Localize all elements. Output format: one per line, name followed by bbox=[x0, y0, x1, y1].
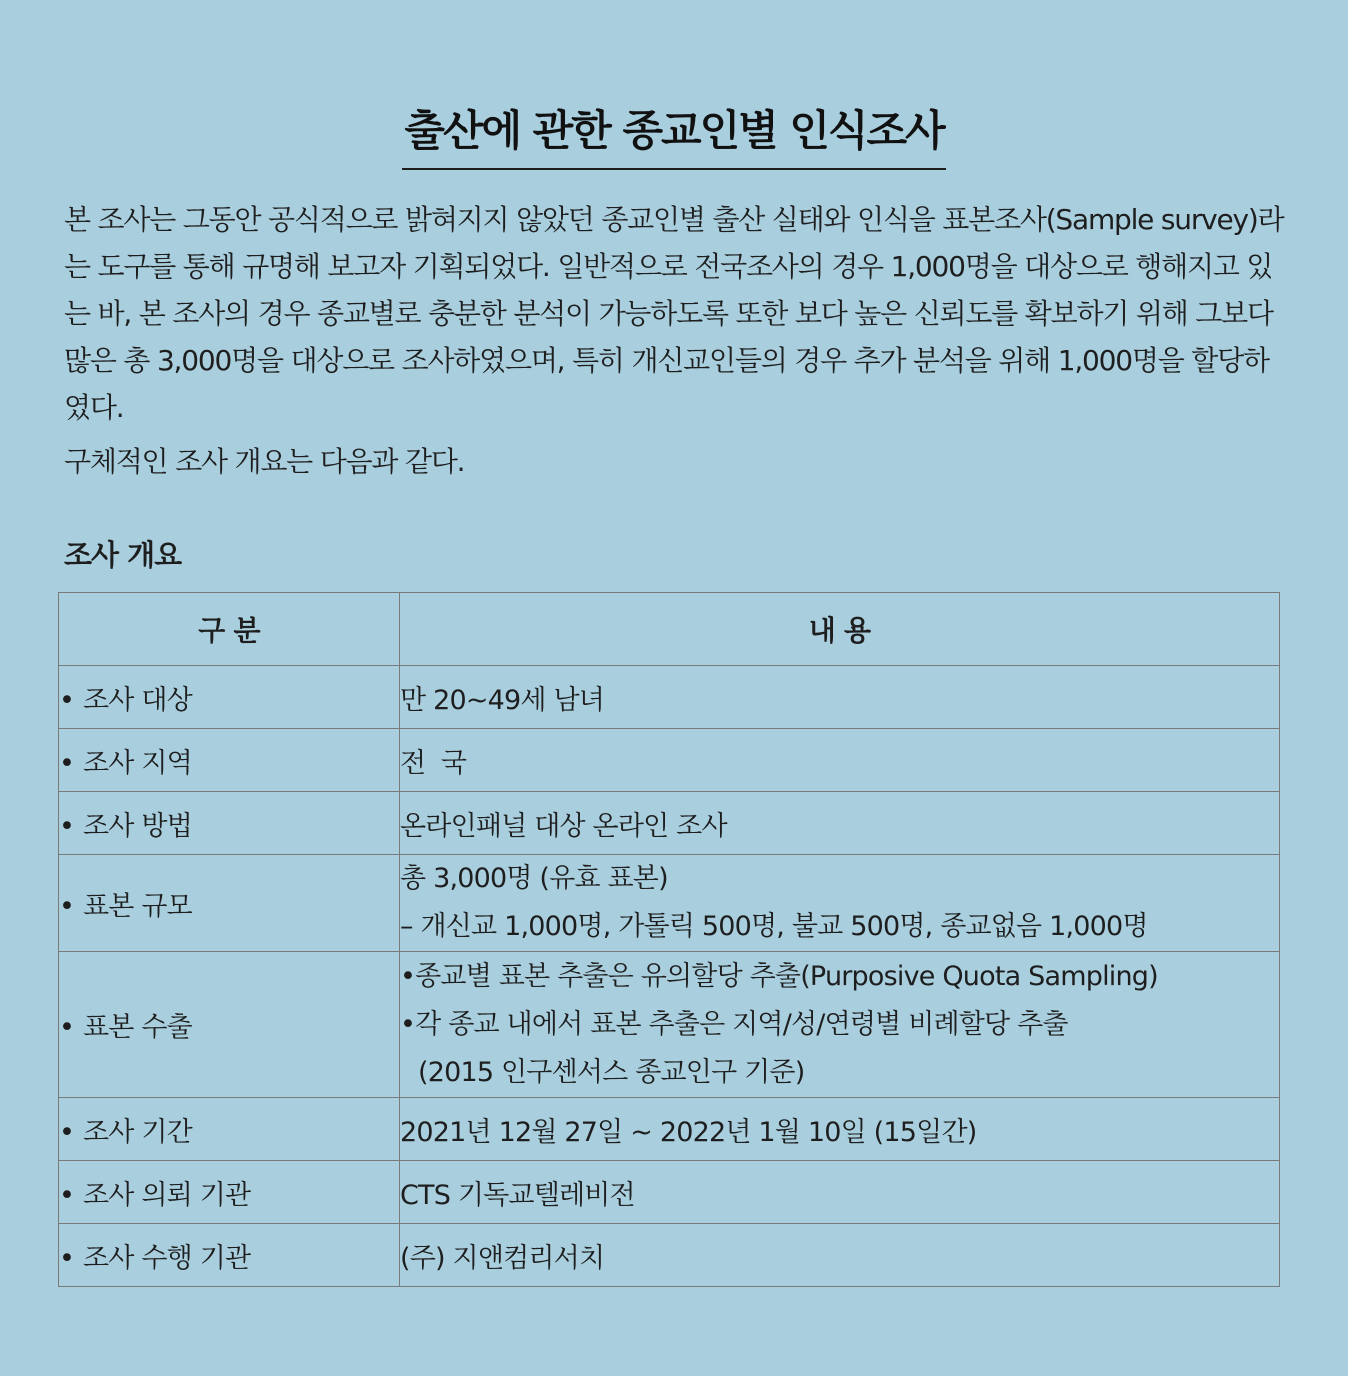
row-value bbox=[400, 666, 1280, 729]
bullet-marker: • bbox=[59, 1116, 75, 1148]
row-label bbox=[59, 729, 400, 792]
bullet-marker: • bbox=[59, 684, 75, 716]
row-value-text: 전 국 bbox=[400, 747, 467, 779]
row-label bbox=[59, 1161, 400, 1224]
survey-overview-table bbox=[58, 592, 1280, 1287]
row-label-text: 조사 지역 bbox=[83, 747, 192, 779]
row-label bbox=[59, 666, 400, 729]
row-value-text: 총 3,000명 (유효 표본) bbox=[400, 863, 668, 894]
row-label bbox=[59, 1098, 400, 1161]
row-value bbox=[400, 1161, 1280, 1224]
row-value-text: 만 20~49세 남녀 bbox=[400, 684, 605, 716]
row-value-text: 온라인패널 대상 온라인 조사 bbox=[400, 810, 727, 842]
row-label bbox=[59, 792, 400, 855]
row-value bbox=[400, 952, 1280, 1098]
row-label bbox=[59, 952, 400, 1098]
table-header-row bbox=[59, 593, 1280, 666]
table-row bbox=[59, 1098, 1280, 1161]
page-title: 출산에 관한 종교인별 인식조사 bbox=[402, 98, 945, 170]
table-row bbox=[59, 1161, 1280, 1224]
row-value bbox=[400, 729, 1280, 792]
table-row bbox=[59, 1224, 1280, 1287]
table-row bbox=[59, 792, 1280, 855]
table-row bbox=[59, 666, 1280, 729]
bullet-marker: • bbox=[59, 1179, 75, 1211]
row-label-text: 조사 대상 bbox=[83, 684, 192, 716]
title-wrapper bbox=[0, 70, 1348, 198]
intro-paragraph-summary: 구체적인 조사 개요는 다음과 같다. bbox=[64, 445, 465, 478]
row-value-text: CTS 기독교텔레비전 bbox=[400, 1179, 635, 1211]
header-content: 내 용 bbox=[400, 593, 1280, 666]
row-value-text: (2015 인구센서스 종교인구 기준) bbox=[418, 1056, 805, 1088]
bullet-marker: • bbox=[59, 747, 75, 779]
table-row bbox=[59, 855, 1280, 952]
row-label bbox=[59, 1224, 400, 1287]
bullet-marker: • bbox=[59, 1012, 75, 1043]
row-value-text: (주) 지앤컴리서치 bbox=[400, 1242, 605, 1274]
intro-paragraph: 본 조사는 그동안 공식적으로 밝혀지지 않았던 종교인별 출산 실태와 인식을 표본조사(Sample survey)라는 도구를 통해 규명해 보고자 기획되었다. 일반적으로 전국조사의 경우 1,000명을 대상으로 행해지고 있는 바, 본 조사의 경우 종교별로 충분한 분석이 가능하도록 또한 보다 높은 신뢰도를 확보하기 위해 그보다 많은 총 3,000명을 대상으로 조사하였으며, 특히 개신교인들의 경우 추가 분석을 위해 1,000명을 할당하였다. bbox=[64, 203, 1284, 424]
row-label-text: 표본 규모 bbox=[83, 890, 192, 922]
row-label-text: 조사 의뢰 기관 bbox=[83, 1179, 251, 1211]
row-value-text: •종교별 표본 추출은 유의할당 추출(Purposive Quota Sampling) bbox=[400, 960, 1158, 992]
row-value bbox=[400, 855, 1280, 952]
row-label-text: 조사 기간 bbox=[83, 1116, 192, 1148]
bullet-marker: • bbox=[59, 890, 75, 922]
row-value-text: – 개신교 1,000명, 가톨릭 500명, 불교 500명, 종교없음 1,000명 bbox=[400, 911, 1148, 942]
section-heading: 조사 개요 bbox=[64, 538, 182, 572]
row-value bbox=[400, 1224, 1280, 1287]
row-value bbox=[400, 792, 1280, 855]
table-row bbox=[59, 729, 1280, 792]
bullet-marker: • bbox=[59, 1242, 75, 1274]
row-label bbox=[59, 855, 400, 952]
header-category: 구 분 bbox=[59, 593, 400, 666]
row-value-text: •각 종교 내에서 표본 추출은 지역/성/연령별 비례할당 추출 bbox=[400, 1008, 1068, 1040]
row-label-text: 조사 방법 bbox=[83, 810, 192, 842]
bullet-marker: • bbox=[59, 810, 75, 842]
table-row bbox=[59, 952, 1280, 1098]
row-label-text: 조사 수행 기관 bbox=[83, 1242, 251, 1274]
row-value bbox=[400, 1098, 1280, 1161]
row-label-text: 표본 수출 bbox=[83, 1012, 192, 1043]
row-value-text: 2021년 12월 27일 ~ 2022년 1월 10일 (15일간) bbox=[400, 1116, 977, 1148]
